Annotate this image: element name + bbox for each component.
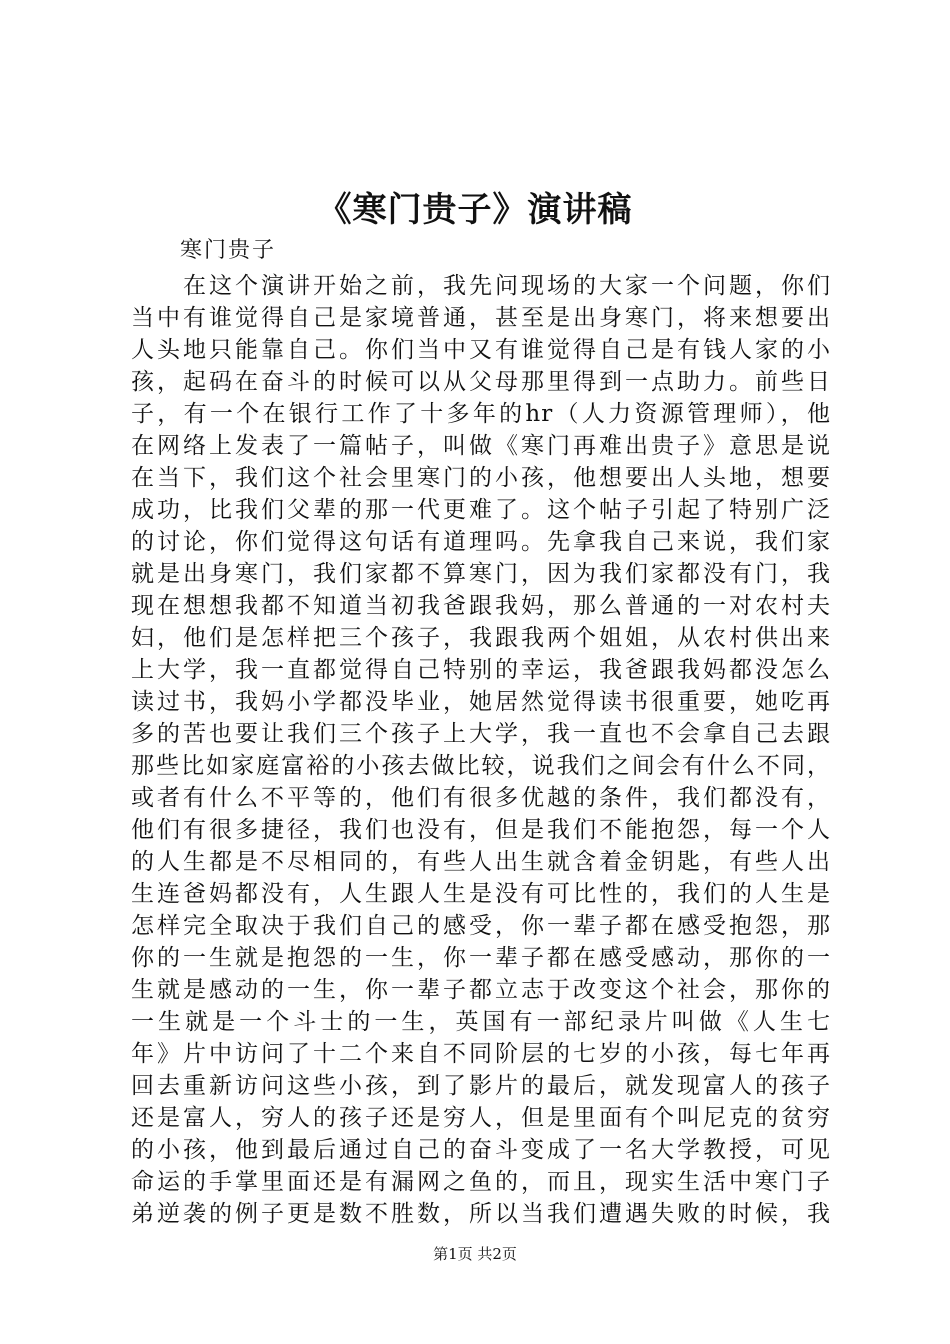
body-line: 生就是感动的一生，你一辈子都立志于改变这个社会，那你的 — [131, 977, 831, 1003]
body-line: 生连爸妈都没有，人生跟人生是没有可比性的，我们的人生是 — [131, 881, 831, 907]
body-line: 还是富人，穷人的孩子还是穷人，但是里面有个叫尼克的贫穷 — [131, 1105, 831, 1131]
body-line: 成功，比我们父辈的那一代更难了。这个帖子引起了特别广泛 — [131, 497, 831, 523]
document-subtitle: 寒门贵子 — [180, 238, 277, 263]
body-line: 那些比如家庭富裕的小孩去做比较，说我们之间会有什么不同， — [131, 753, 831, 779]
body-line: 子，有一个在银行工作了十多年的hr（人力资源管理师），他 — [131, 401, 831, 427]
body-line: 妇，他们是怎样把三个孩子，我跟我两个姐姐，从农村供出来 — [131, 625, 831, 651]
body-line: 就是出身寒门，我们家都不算寒门，因为我们家都没有门，我 — [131, 561, 831, 587]
body-line: 在当下，我们这个社会里寒门的小孩，他想要出人头地，想要 — [131, 465, 831, 491]
document-title: 《寒门贵子》演讲稿 — [317, 190, 633, 230]
body-line: 回去重新访问这些小孩，到了影片的最后，就发现富人的孩子 — [131, 1073, 831, 1099]
body-line: 当中有谁觉得自己是家境普通，甚至是出身寒门，将来想要出 — [131, 305, 831, 331]
body-line: 命运的手掌里面还是有漏网之鱼的，而且，现实生活中寒门子 — [131, 1169, 831, 1195]
body-line: 弟逆袭的例子更是数不胜数，所以当我们遭遇失败的时候，我 — [131, 1201, 831, 1227]
body-line: 你的一生就是抱怨的一生，你一辈子都在感受感动，那你的一 — [131, 945, 831, 971]
body-line: 现在想想我都不知道当初我爸跟我妈，那么普通的一对农村夫 — [131, 593, 831, 619]
body-line: 孩，起码在奋斗的时候可以从父母那里得到一点助力。前些日 — [131, 369, 831, 395]
body-line: 人头地只能靠自己。你们当中又有谁觉得自己是有钱人家的小 — [131, 337, 831, 363]
document-body — [131, 270, 831, 1230]
body-line: 一生就是一个斗士的一生，英国有一部纪录片叫做《人生七 — [131, 1009, 831, 1035]
body-line: 在网络上发表了一篇帖子，叫做《寒门再难出贵子》意思是说 — [131, 433, 831, 459]
body-line: 或者有什么不平等的，他们有很多优越的条件，我们都没有， — [131, 785, 831, 811]
body-line: 年》片中访问了十二个来自不同阶层的七岁的小孩，每七年再 — [131, 1041, 831, 1067]
body-line: 怎样完全取决于我们自己的感受，你一辈子都在感受抱怨，那 — [131, 913, 831, 939]
body-line: 读过书，我妈小学都没毕业，她居然觉得读书很重要，她吃再 — [131, 689, 831, 715]
body-line: 的小孩，他到最后通过自己的奋斗变成了一名大学教授，可见 — [131, 1137, 831, 1163]
body-line: 在这个演讲开始之前，我先问现场的大家一个问题，你们 — [183, 273, 831, 299]
body-line: 的讨论，你们觉得这句话有道理吗。先拿我自己来说，我们家 — [131, 529, 831, 555]
body-line: 多的苦也要让我们三个孩子上大学，我一直也不会拿自己去跟 — [131, 721, 831, 747]
body-line: 上大学，我一直都觉得自己特别的幸运，我爸跟我妈都没怎么 — [131, 657, 831, 683]
body-line: 他们有很多捷径，我们也没有，但是我们不能抱怨，每一个人 — [131, 817, 831, 843]
body-line: 的人生都是不尽相同的，有些人出生就含着金钥匙，有些人出 — [131, 849, 831, 875]
page-footer: 第1页 共2页 — [433, 1245, 517, 1263]
